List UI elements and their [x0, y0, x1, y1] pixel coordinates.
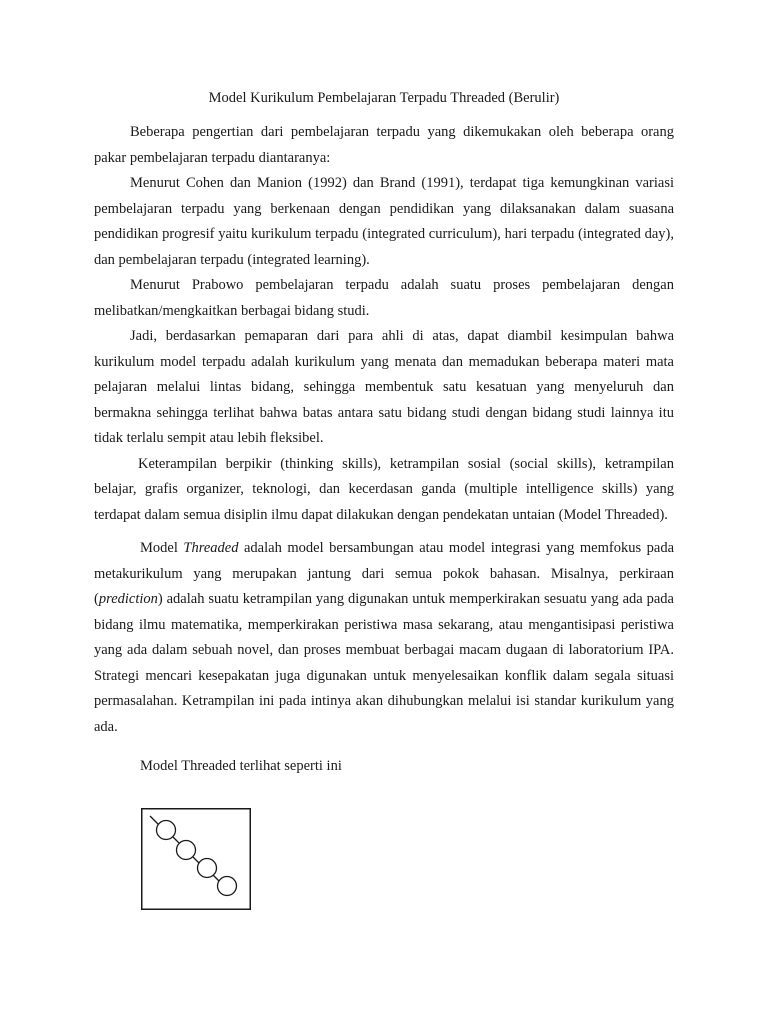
model-text-part2: adalah model bersambungan atau model integrasi yang memfokus pada metakurikulum yang merupakan jantung dari semua pokok bahasan. Misalnya, perkiraan (: [94, 540, 675, 607]
paragraph-conclusion: Jadi, berdasarkan pemaparan dari para ahli di atas, dapat diambil kesimpulan bahwa kurikulum model terpadu adalah kurikulum yang menata dan memadukan beberapa materi mata pelajaran melalui lintas bidang, sehingga membentuk satu kesatuan yang menyeluruh dan bermakna sehingga terlihat bahwa batas antara satu bidang studi dengan bidang studi lainnya itu tidak terlalu sempit atau lebih fleksibel.: [94, 328, 674, 446]
document-title: Model Kurikulum Pembelajaran Terpadu Threaded (Berulir): [208, 90, 560, 106]
diagram-bead-2: [177, 841, 196, 860]
diagram-bead-3: [198, 859, 217, 878]
paragraph-cohen-manion: Menurut Cohen dan Manion (1992) dan Brand (1991), terdapat tiga kemungkinan variasi pembelajaran terpadu yang berkenaan dengan pendidikan yang dilaksanakan dalam suasana pendidikan progresif yaitu kurikulum terpadu (integrated curriculum), hari terpadu (integrated day), dan pembelajaran terpadu (integrated learning).: [94, 175, 674, 268]
model-text-part1: Model: [140, 540, 184, 556]
diagram-bead-4: [218, 877, 237, 896]
threaded-model-diagram: [141, 808, 251, 910]
figure-caption: Model Threaded terlihat seperti ini: [140, 758, 342, 774]
diagram-bead-1: [157, 821, 176, 840]
paragraph-model-threaded: [94, 536, 674, 740]
paragraph-intro: Beberapa pengertian dari pembelajaran terpadu yang dikemukakan oleh beberapa orang pakar pembelajaran terpadu diantaranya:: [94, 124, 674, 166]
paragraph-prabowo: Menurut Prabowo pembelajaran terpadu adalah suatu proses pembelajaran dengan melibatkan/mengkaitkan berbagai bidang studi.: [94, 277, 674, 319]
model-text-italic-prediction: prediction: [98, 591, 158, 607]
paragraph-skills: Keterampilan berpikir (thinking skills), ketrampilan sosial (social skills), ketrampilan belajar, grafis organizer, teknologi, dan kecerdasan ganda (multiple intelligence skills) yang terdapat dalam semua disiplin ilmu dapat dilakukan dengan pendekatan untaian (Model Threaded).: [94, 455, 674, 523]
model-text-part3: ) adalah suatu ketrampilan yang digunakan untuk memperkirakan sesuatu yang ada pada bidang ilmu matematika, memperkirakan peristiwa masa sekarang, atau mengantisipasi peristiwa yang ada dalam sebuah novel, dan proses membuat berbagai macam dugaan di laboratorium IPA. Strategi mencari kesepakatan juga digunakan untuk menyelesaikan konflik dalam segala situasi permasalahan. Ketrampilan ini pada intinya akan dihubungkan melalui isi standar kurikulum yang ada.: [94, 591, 674, 735]
document-body: [94, 120, 674, 780]
model-text-italic-threaded: Threaded: [183, 540, 239, 556]
